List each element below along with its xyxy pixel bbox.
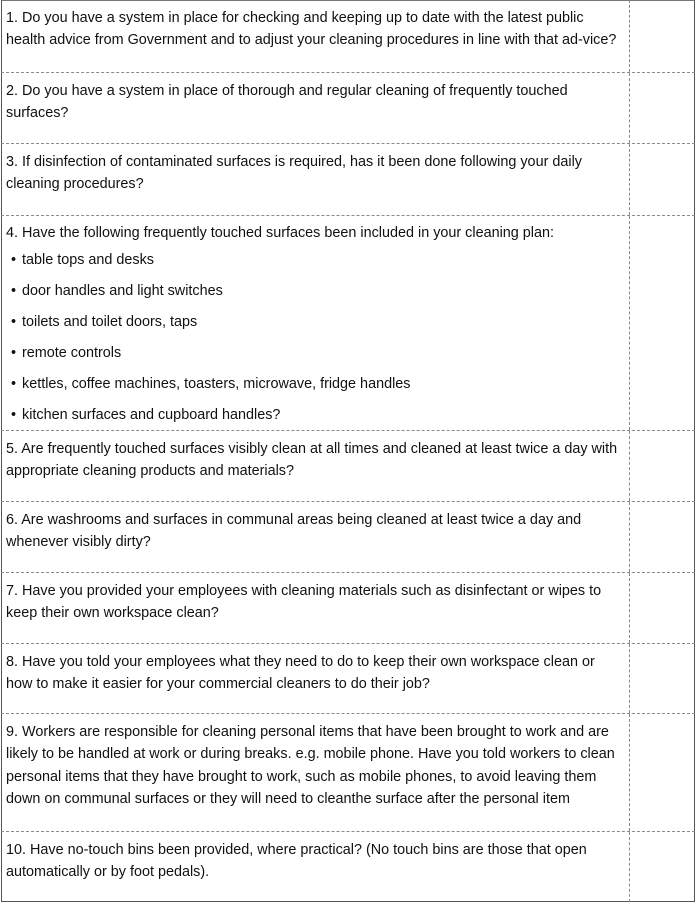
table-row-q2: [1, 73, 695, 144]
table-row-q9: [1, 714, 695, 832]
table-row-q5: [1, 431, 695, 502]
bullet-icon: •: [11, 345, 17, 361]
table-row-q6: [1, 502, 695, 573]
question-text: 4. Have the following frequently touched surfaces been included in your cleaning plan:: [6, 225, 554, 241]
table-row-q7: [1, 573, 695, 644]
table-row-q4: [1, 216, 695, 431]
question-text: 5. Are frequently touched surfaces visibly clean at all times and cleaned at least twice a day with appropriate cleaning products and materials?: [6, 441, 618, 480]
question-text: 2. Do you have a system in place of thorough and regular cleaning of frequently touched surfaces?: [6, 83, 568, 122]
list-item: • toilets and toilet doors, taps: [6, 307, 625, 338]
answer-cell[interactable]: [629, 0, 695, 72]
table-row-q1: [1, 0, 695, 73]
bullet-icon: •: [11, 283, 17, 299]
list-item: • remote controls: [6, 338, 625, 369]
bullet-icon: •: [11, 314, 17, 330]
question-text: 6. Are washrooms and surfaces in communal areas being cleaned at least twice a day and whenever visibly dirty?: [6, 512, 582, 551]
answer-cell[interactable]: [629, 73, 695, 143]
table-row-q8: [1, 644, 695, 714]
answer-cell[interactable]: [629, 502, 695, 572]
table-row-q10: [1, 832, 695, 902]
table-row-q3: [1, 144, 695, 216]
answer-cell[interactable]: [629, 144, 695, 215]
question-cell: [1, 216, 629, 430]
surface-list: [6, 245, 625, 431]
answer-cell[interactable]: [629, 216, 695, 430]
question-text: 3. If disinfection of contaminated surfaces is required, has it been done following your daily cleaning procedures?: [6, 154, 582, 193]
bullet-icon: •: [11, 252, 17, 268]
answer-cell[interactable]: [629, 644, 695, 713]
answer-cell[interactable]: [629, 431, 695, 501]
question-text: 9. Workers are responsible for cleaning personal items that have been brought to work and are likely to be handled at work or during breaks. e.g. mobile phone. Have you told workers to clean personal items that they have brought to work, such as mobile phones, to avoid leaving them down on communal surfaces or they will need to cleanthe surface after the personal item: [6, 724, 615, 807]
list-item: • table tops and desks: [6, 245, 625, 276]
list-item: • kettles, coffee machines, toasters, microwave, fridge handles: [6, 369, 625, 400]
question-text: 7. Have you provided your employees with cleaning materials such as disinfectant or wipes to keep their own workspace clean?: [6, 583, 602, 622]
bullet-icon: •: [11, 407, 17, 423]
question-text: 10. Have no-touch bins been provided, where practical? (No touch bins are those that open automatically or by foot pedals).: [6, 842, 587, 881]
question-text: 8. Have you told your employees what they need to do to keep their own workspace clean or how to make it easier for your commercial cleaners to do their job?: [6, 654, 595, 693]
answer-cell[interactable]: [629, 573, 695, 643]
bullet-icon: •: [11, 376, 17, 392]
question-text: 1. Do you have a system in place for checking and keeping up to date with the latest public health advice from Government and to adjust your cleaning procedures in line with that ad-vice?: [6, 10, 617, 49]
list-item: • kitchen surfaces and cupboard handles?: [6, 400, 625, 431]
list-item: • door handles and light switches: [6, 276, 625, 307]
answer-cell[interactable]: [629, 714, 695, 831]
answer-cell[interactable]: [629, 832, 695, 902]
